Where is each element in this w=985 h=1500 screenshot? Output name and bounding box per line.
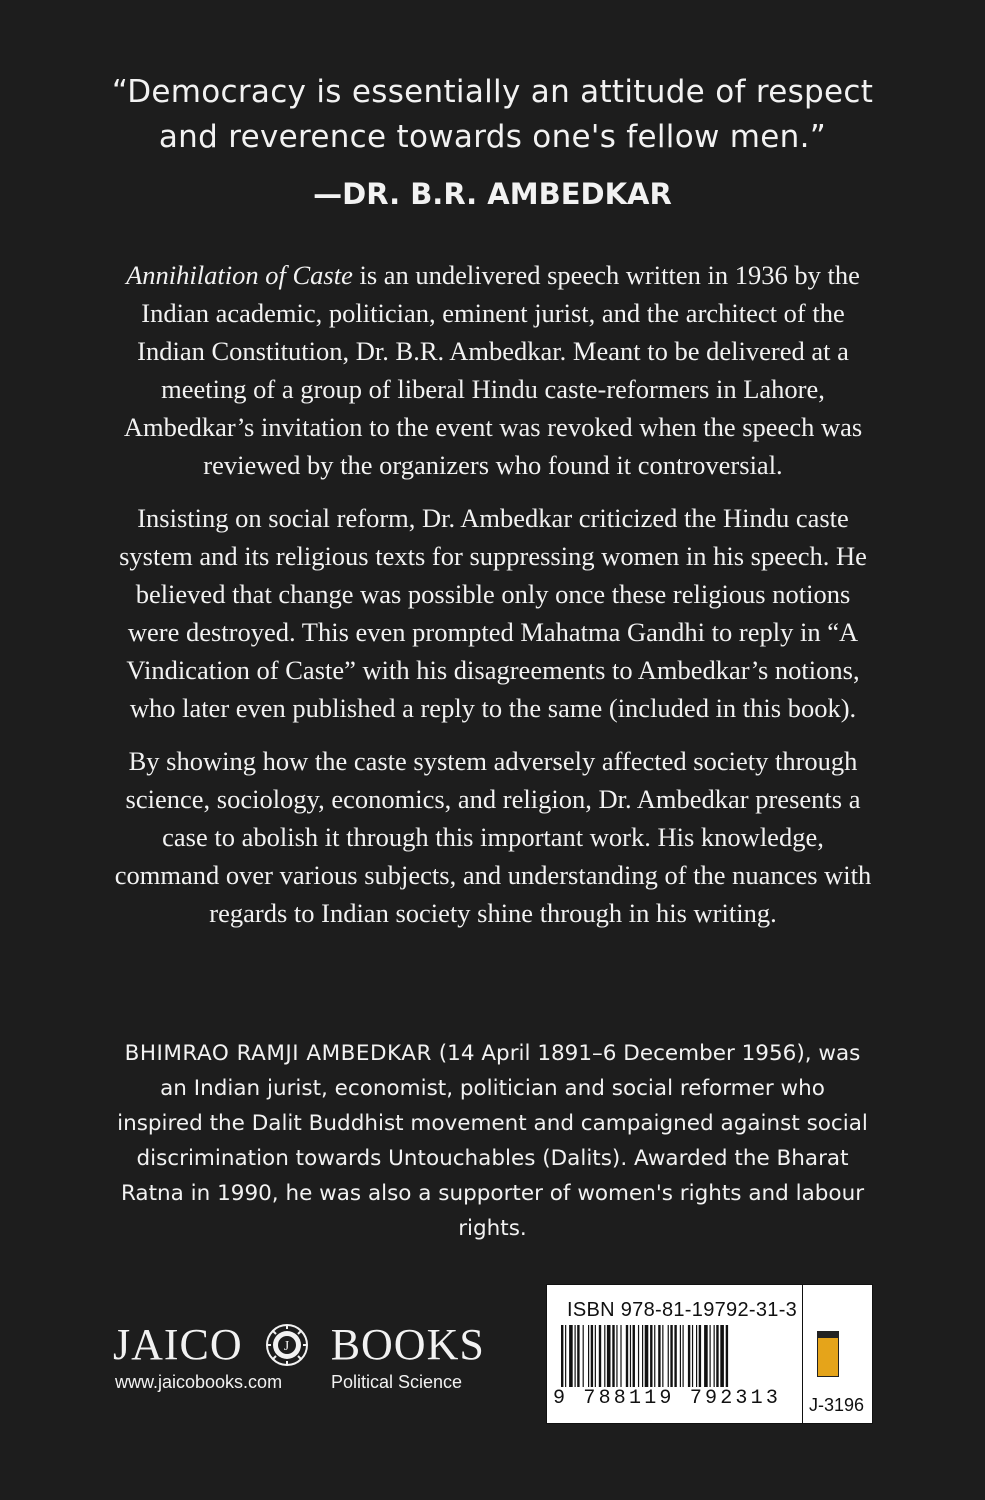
publisher-website[interactable]: www.jaicobooks.com [115,1372,283,1392]
blurb-paragraph-1 [112,256,874,484]
quote-line-1: “Democracy is essentially an attitude of respect [111,74,874,110]
barcode-divider [802,1285,803,1423]
author-name: BHIMRAO RAMJI AMBEDKAR [124,1041,432,1066]
epigraph-quote [0,70,985,160]
jaico-emblem-icon [265,1323,309,1367]
book-blurb [112,256,874,947]
author-bio [115,1036,870,1246]
quote-line-2: and reverence towards one's fellow men.” [158,119,827,155]
book-title: Annihilation of Caste [126,260,353,290]
publisher-name-right: BOOKS [330,1319,485,1369]
blurb-paragraph-1-text: is an undelivered speech written in 1936 by the Indian academic, politician, eminent jurist, and the architect of the Indian Constitution, Dr. B.R. Ambedkar. Meant to be delivered at a meeting of a group of liberal Hindu caste-reformers in Lahore, Ambedkar’s invitation to the event was revoked when the speech was reviewed by the organizers who found it controversial. [123,260,863,480]
svg-text:J: J [283,1338,290,1354]
book-category: Political Science [331,1372,463,1392]
barcode-panel [546,1284,873,1424]
blurb-paragraph-2: Insisting on social reform, Dr. Ambedkar criticized the Hindu caste system and its religious texts for suppressing women in his speech. He believed that change was possible only once these religious notions were destroyed. This even prompted Mahatma Gandhi to reply in “A Vindication of Caste” with his disagreements to Ambedkar’s notions, who later even published a reply to the same (included in this book). [119,503,867,723]
author-bio-text: (14 April 1891–6 December 1956), was an Indian jurist, economist, politician and social reformer who inspired the Dalit Buddhist movement and campaigned against social discrimination towards Untouchables (Dalits). Awarded the Bharat Ratna in 1990, he was also a supporter of women's rights and labour rights. [117,1041,868,1241]
publisher-logo [113,1313,485,1369]
isbn-label: ISBN 978-81-19792-31-3 [567,1299,798,1321]
barcode-digits: 9 788119 792313 [553,1387,782,1410]
publisher-name-left: JAICO [113,1319,243,1369]
quote-author: —DR. B.R. AMBEDKAR [313,177,672,211]
blurb-paragraph-3: By showing how the caste system adversely affected society through science, sociology, economics, and religion, Dr. Ambedkar presents a case to abolish it through this important work. His knowledge, command over various subjects, and understanding of the nuances with regards to Indian society shine through in his writing. [114,746,872,928]
book-code: J-3196 [809,1395,865,1415]
ebook-available-icon [817,1337,839,1377]
